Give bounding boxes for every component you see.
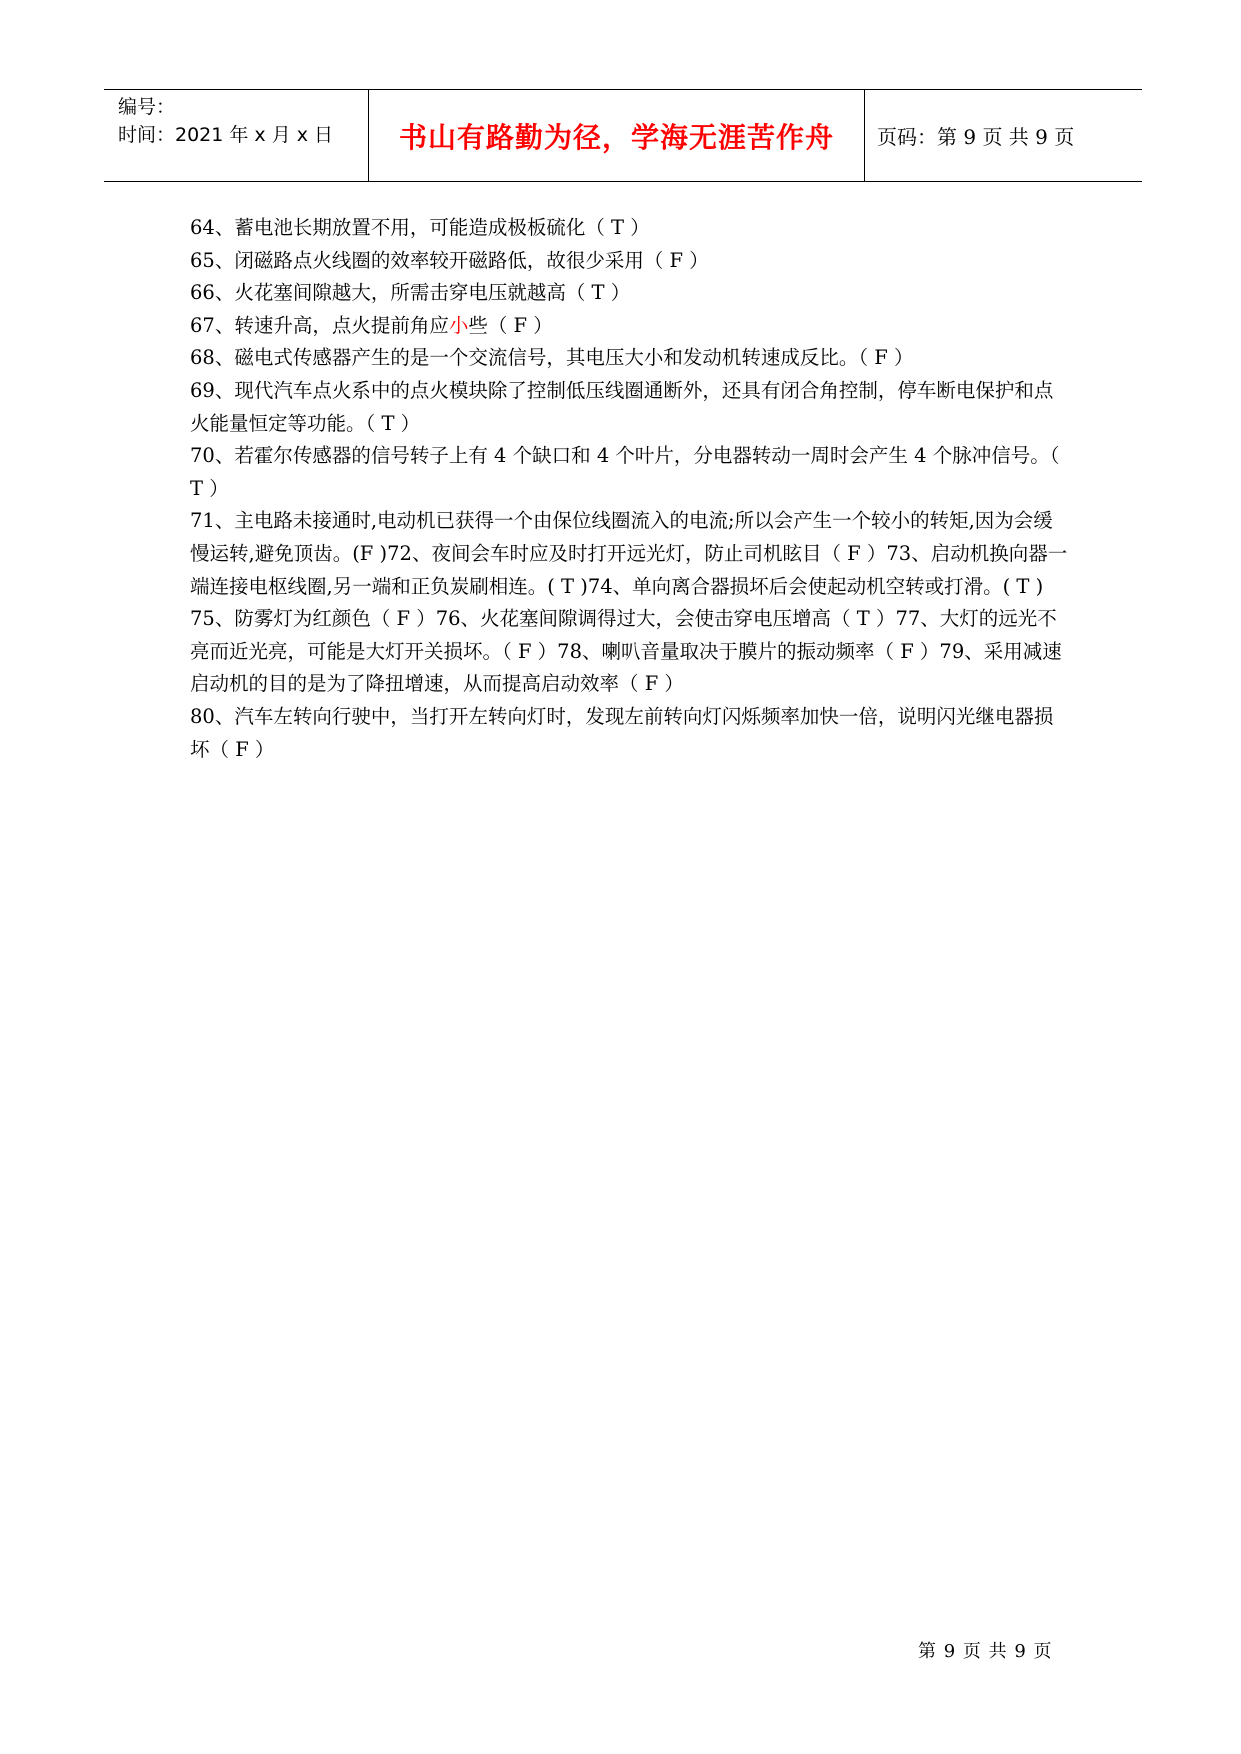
header-page-cell [865,90,1142,181]
question-69: 69、现代汽车点火系中的点火模块除了控制低压线圈通断外，还具有闭合角控制，停车断电保护和点火能量恒定等功能。（ T ） [190,378,1054,435]
question-66: 66、火花塞间隙越大，所需击穿电压就越高（ T ） [190,281,631,305]
question-64: 64、蓄电池长期放置不用，可能造成极板硫化（ T ） [190,216,650,239]
header-motto-cell [369,90,865,181]
question-68: 68、磁电式传感器产生的是一个交流信号，其电压大小和发动机转速成反比。（ F ） [190,346,914,370]
page-footer [918,1637,1053,1663]
document-time-label: 时间：2021 年 x 月 x 日 [118,124,334,146]
question-75-79: 75、防雾灯为红颜色（ F ）76、火花塞间隙调得过大，会使击穿电压增高（ T ）77、大灯的远光不亮而近光亮，可能是大灯开关损坏。（ F ）78、喇叭音量取决于膜片的振动频率（ F ）79、采用减速启动机的目的是为了降扭增速，从而提高启动效率（ F ） [190,607,1062,696]
question-67-highlight: 小 [448,313,469,337]
document-number-label: 编号： [118,96,176,118]
page-header [104,89,1142,182]
question-70: 70、若霍尔传感器的信号转子上有 4 个缺口和 4 个叶片，分电器转动一周时会产生 4 个脉冲信号。（ T ） [190,444,1060,500]
header-motto: 书山有路勤为径，学海无涯苦作舟 [398,120,834,154]
question-67-text-a: 67、转速升高，点火提前角应 [190,313,449,337]
question-67-text-b: 些（ F ） [468,313,553,337]
question-list [190,212,1070,766]
header-left-cell [104,90,369,181]
footer-page-number: 第 9 页 共 9 页 [918,1641,1053,1662]
question-65: 65、闭磁路点火线圈的效率较开磁路低，故很少采用（ F ） [190,248,709,272]
header-page-label: 页码：第 9 页 共 9 页 [877,125,1075,149]
question-80: 80、汽车左转向行驶中，当打开左转向灯时，发现左前转向灯闪烁频率加快一倍，说明闪光继电器损坏（ F ） [190,704,1054,761]
question-71-74: 71、主电路未接通时,电动机已获得一个由保位线圈流入的电流;所以会产生一个较小的转矩,因为会缓慢运转,避免顶齿。(F )72、夜间会车时应及时打开远光灯，防止司机眩目（ F ）73、启动机换向器一端连接电枢线圈,另一端和正负炭刷相连。( T )74、单向离合器损坏后会使起动机空转或打滑。( T ) [190,509,1068,598]
question-67 [190,310,1070,343]
